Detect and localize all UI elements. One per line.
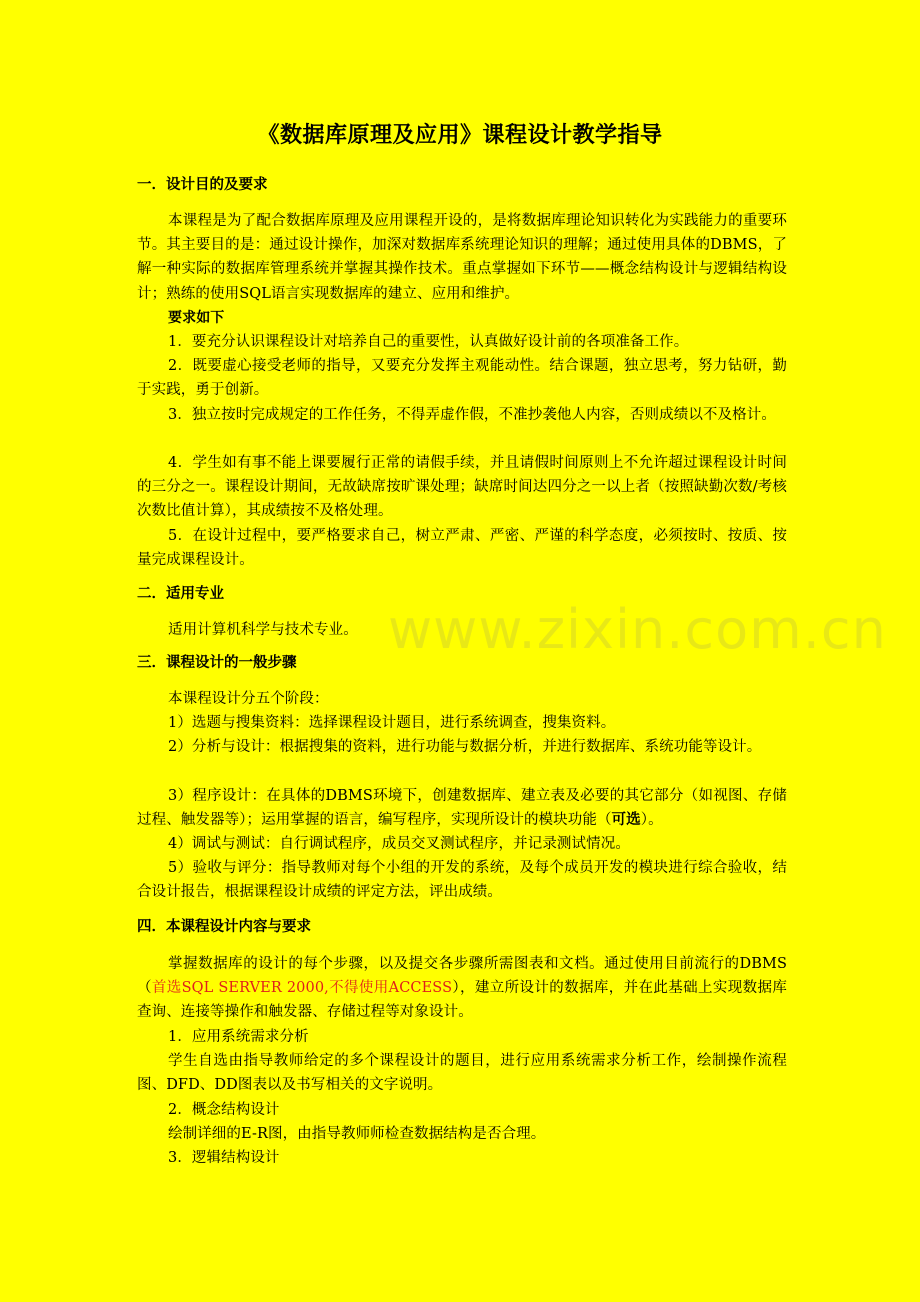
step-3-text-a: 3）程序设计：在具体的DBMS环境下，创建数据库、建立表及必要的其它部分（如视图、存储过程、触发器等）；运用掌握的语言，编写程序，实现所设计的模块功能（ [137, 788, 787, 829]
step-5: 5）验收与评分：指导教师对每个小组的开发的系统，及每个成员开发的模块进行综合验收，结合设计报告，根据课程设计成绩的评定方法，评出成绩。 [137, 860, 787, 901]
section-4-heading: 四．本课程设计内容与要求 [137, 919, 311, 935]
section-4-highlight: 首选SQL SERVER 2000,不得使用ACCESS [151, 980, 453, 997]
step-1: 1）选题与搜集资料：选择课程设计题目，进行系统调查，搜集资料。 [168, 715, 616, 731]
document-title: 《数据库原理及应用》课程设计教学指导 [257, 123, 663, 148]
subsection-1-paragraph: 学生自选由指导教师给定的多个课程设计的题目，进行应用系统需求分析工作，绘制操作流程图、DFD、DD图表以及书写相关的文字说明。 [137, 1053, 787, 1094]
section-1-heading: 一．设计目的及要求 [137, 177, 268, 193]
section-4-text-a: 掌握数据库的设计的每个步骤，以及提交各步骤所需图表和文档。通过使用目前流行的DBMS（ [137, 956, 787, 997]
section-4-paragraph [137, 952, 787, 1025]
steps-intro: 本课程设计分五个阶段： [168, 691, 329, 707]
requirement-item-4: 4．学生如有事不能上课要履行正常的请假手续，并且请假时间原则上不允许超过课程设计时间的三分之一。课程设计期间，无故缺席按旷课处理；缺席时间达四分之一以上者（按照缺勤次数/考核次数比值计算），其成绩按不及格处理。 [137, 455, 787, 520]
watermark: www.zixin.com.cn [388, 598, 887, 661]
subsection-3-heading: 3．逻辑结构设计 [168, 1150, 280, 1166]
requirement-item-3: 3．独立按时完成规定的工作任务，不得弄虚作假，不准抄袭他人内容，否则成绩以不及格计。 [168, 407, 776, 423]
section-4-text-b: ），建立所设计的数据库，并在此基础上实现数据库查询、连接等操作和触发器、存储过程等对象设计。 [137, 980, 787, 1021]
requirement-item-2: 2．既要虚心接受老师的指导，又要充分发挥主观能动性。结合课题，独立思考，努力钻研，勤于实践，勇于创新。 [137, 358, 787, 399]
step-4: 4）调试与测试：自行调试程序，成员交叉测试程序，并记录测试情况。 [168, 836, 630, 852]
section-3-heading: 三．课程设计的一般步骤 [137, 655, 297, 671]
section-2-paragraph: 适用计算机科学与技术专业。 [168, 622, 358, 638]
subsection-2-paragraph: 绘制详细的E-R图，由指导教师师检查数据结构是否合理。 [168, 1126, 546, 1142]
step-2: 2）分析与设计：根据搜集的资料，进行功能与数据分析，并进行数据库、系统功能等设计。 [168, 739, 762, 755]
subsection-1-heading: 1．应用系统需求分析 [168, 1029, 309, 1045]
step-3-optional: 可选 [611, 811, 641, 829]
step-3-text-b: ）。 [640, 812, 663, 829]
subsection-2-heading: 2．概念结构设计 [168, 1102, 280, 1118]
requirement-item-1: 1．要充分认识课程设计对培养自己的重要性，认真做好设计前的各项准备工作。 [168, 334, 689, 350]
requirements-label: 要求如下 [168, 310, 225, 326]
requirement-item-5: 5．在设计过程中，要严格要求自己，树立严肃、严密、严谨的科学态度，必须按时、按质、按量完成课程设计。 [137, 528, 787, 569]
section-1-paragraph: 本课程是为了配合数据库原理及应用课程开设的，是将数据库理论知识转化为实践能力的重要环节。其主要目的是：通过设计操作，加深对数据库系统理论知识的理解；通过使用具体的DBMS，了解一种实际的数据库管理系统并掌握其操作技术。重点掌握如下环节——概念结构设计与逻辑结构设计；熟练的使用SQL语言实现数据库的建立、应用和维护。 [137, 213, 787, 302]
section-2-heading: 二．适用专业 [137, 586, 224, 602]
step-3 [137, 784, 787, 832]
